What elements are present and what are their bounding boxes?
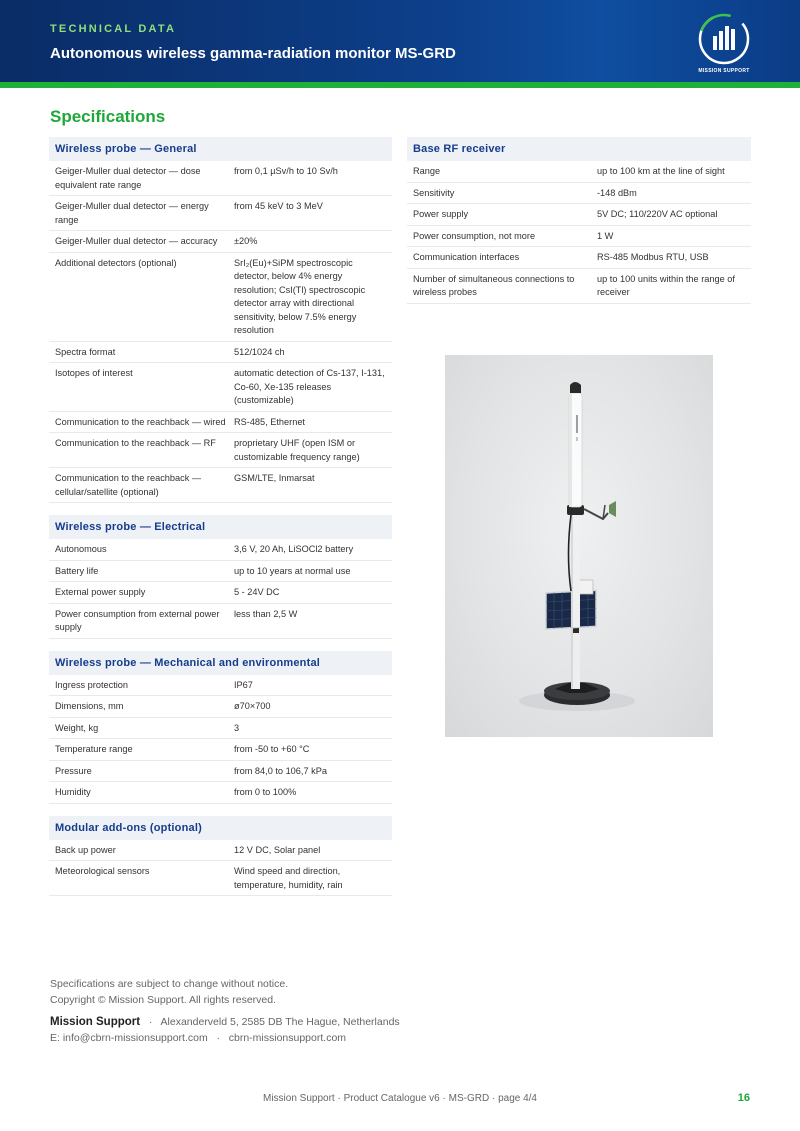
spec-row [49,412,392,434]
spec-row [407,183,751,205]
company-address: Alexanderveld 5, 2585 DB The Hague, Netherlands [160,1016,400,1028]
spec-row [49,782,392,804]
spec-value: 3 [234,722,240,733]
spec-value: from 84,0 to 106,7 kPa [234,765,327,776]
spec-label: Communication interfaces [413,252,520,262]
spec-label: Power supply [413,209,469,219]
logo-emblem-icon [694,12,754,68]
spec-label: Dimensions, mm [55,701,124,711]
spec-value: GSM/LTE, Inmarsat [234,473,315,483]
spec-row [49,861,392,896]
spec-label: Sensitivity [413,187,455,198]
spec-value: ø70×700 [234,701,271,711]
spec-group-title: Base RF receiver [407,137,751,161]
spec-row [49,739,392,761]
spec-label: Temperature range [55,744,133,754]
spec-row [49,196,392,231]
spec-value: from 0 to 100% [234,787,297,797]
spec-row [49,468,392,503]
spec-row [49,561,392,583]
spec-label: Communication to the reachback — cellular/satellite (optional) [55,473,202,497]
spec-row [49,161,392,196]
spec-label: Power consumption, not more [413,230,536,241]
footer-notes [50,976,288,1008]
spec-group-title: Wireless probe — General [49,137,392,161]
spec-label: Autonomous [55,544,107,554]
gamma-monitor-illustration [445,355,713,737]
page-footer: Mission Support · Product Catalogue v6 · MS-GRD · page 4/4 [262,1093,537,1104]
logo-caption: MISSION SUPPORT [698,68,750,74]
spec-row [49,539,392,561]
spec-value: proprietary UHF (open ISM or customizable frequency range) [234,438,360,462]
spec-group [49,515,392,639]
separator: · [210,1032,226,1044]
spec-label: Isotopes of interest [55,368,133,378]
change-notice: Specifications are subject to change without notice. [50,978,289,990]
spec-row [49,675,392,697]
spec-group [49,816,392,897]
spec-value: 5 - 24V DC [234,587,280,597]
mission-support-logo [694,12,754,78]
spec-row [407,204,751,226]
spec-value: IP67 [234,679,253,690]
spec-row [49,342,392,364]
spec-row [49,840,392,862]
spec-label: Communication to the reachback — wired [55,416,226,427]
spec-label: Pressure [55,765,92,776]
spec-value: up to 100 km at the line of sight [597,166,725,176]
spec-group [49,651,392,804]
spec-row [49,761,392,783]
spec-row [407,269,751,304]
spec-row [49,363,392,412]
spec-label: Geiger-Muller dual detector — energy range [55,201,209,225]
spec-value: from -50 to +60 °C [234,744,310,754]
spec-value: from 0,1 µSv/h to 10 Sv/h [234,166,338,176]
spec-row [407,161,751,183]
spec-value: automatic detection of Cs-137, I-131, Co-60, Xe-135 releases (customizable) [234,368,385,405]
contact-block [50,1014,400,1046]
spec-label: Range [413,166,441,176]
spec-label: Back up power [55,844,116,855]
spec-value: up to 100 units within the range of receiver [597,273,735,297]
spec-row [49,433,392,468]
spec-row [49,718,392,740]
spec-row [49,231,392,253]
spec-label: Number of simultaneous connections to wireless probes [413,273,575,297]
spec-value: RS-485 Modbus RTU, USB [597,252,709,262]
website-link[interactable]: cbrn-missionsupport.com [228,1032,347,1044]
spec-row [49,604,392,639]
spec-value: less than 2,5 W [234,608,298,619]
spec-value: 3,6 V, 20 Ah, LiSOCl2 battery [234,544,354,554]
spec-row [49,696,392,718]
spec-label: Humidity [55,787,91,797]
product-photo [445,355,713,737]
spec-group [49,137,392,503]
header-kicker: TECHNICAL DATA [50,23,177,35]
spec-value: RS-485, Ethernet [234,416,305,427]
header-accent-bar [0,82,800,88]
copyright-notice: Copyright © Mission Support. All rights reserved. [50,994,276,1006]
spec-value: ±20% [234,236,258,246]
spec-group-title: Wireless probe — Mechanical and environmental [49,651,392,675]
email-link[interactable]: E: info@cbrn-missionsupport.com [50,1032,208,1044]
spec-value: Wind speed and direction, temperature, humidity, rain [234,866,343,890]
spec-label: Meteorological sensors [55,866,150,876]
company-name: Mission Support [50,1016,141,1028]
spec-label: Geiger-Muller dual detector — accuracy [55,236,218,246]
left-spec-column [49,137,392,908]
spec-value: 512/1024 ch [234,346,285,357]
spec-row [49,582,392,604]
spec-value: 1 W [597,230,614,241]
spec-row [407,247,751,269]
separator: · [143,1016,159,1028]
page-number: 16 [737,1092,750,1104]
document-title: Autonomous wireless gamma-radiation monitor MS-GRD [50,45,456,62]
spec-value: SrI₂(Eu)+SiPM spectroscopic detector, below 4% energy resolution; CsI(Tl) spectroscopic detector array with directional sensitivity, below 7.5% energy resolution [234,257,366,335]
page-header [0,0,800,82]
spec-value: 5V DC; 110/220V AC optional [597,209,718,219]
spec-group-title: Modular add-ons (optional) [49,816,392,840]
spec-value: up to 10 years at normal use [234,565,351,576]
spec-label: Geiger-Muller dual detector — dose equivalent rate range [55,166,201,190]
spec-group-title: Wireless probe — Electrical [49,515,392,539]
spec-group [407,137,751,304]
spec-label: External power supply [55,587,146,597]
spec-label: Weight, kg [55,722,99,733]
spec-label: Power consumption from external power supply [55,608,220,632]
spec-value: -148 dBm [597,187,637,198]
spec-row [49,253,392,342]
spec-row [407,226,751,248]
spec-label: Spectra format [55,346,116,357]
spec-value: from 45 keV to 3 MeV [234,201,323,211]
spec-label: Communication to the reachback — RF [55,438,216,448]
spec-label: Additional detectors (optional) [55,257,177,268]
right-spec-column [407,137,751,316]
spec-label: Ingress protection [55,679,129,690]
spec-label: Battery life [55,565,99,576]
spec-value: 12 V DC, Solar panel [234,844,321,855]
section-title: Specifications [50,107,166,126]
